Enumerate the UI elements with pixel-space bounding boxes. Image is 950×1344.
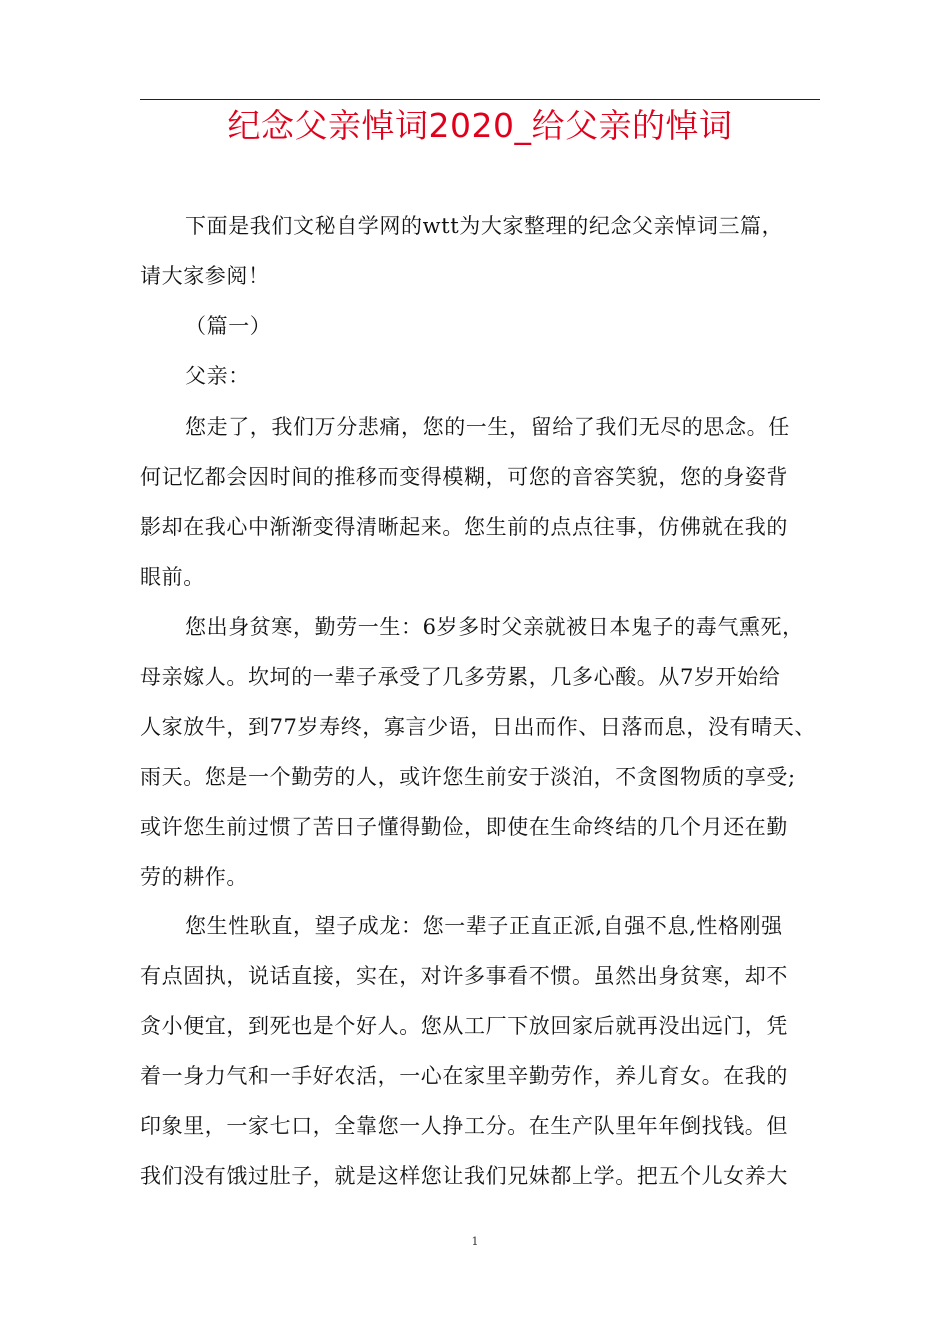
body-line: 或许您生前过惯了苦日子懂得勤俭，即使在生命终结的几个月还在勤 bbox=[140, 815, 788, 839]
page-number: 1 bbox=[471, 1235, 479, 1248]
body-line: 请大家参阅！ bbox=[140, 264, 270, 288]
body-line: 影却在我心中渐渐变得清晰起来。您生前的点点往事，仿佛就在我的 bbox=[140, 515, 788, 539]
body-line: 您生性耿直，望子成龙：您一辈子正直正派,自强不息,性格刚强 bbox=[185, 914, 783, 938]
section-heading: （篇一） bbox=[185, 314, 272, 338]
salutation: 父亲： bbox=[185, 364, 250, 388]
document-title: 纪念父亲悼词2020_给父亲的悼词 bbox=[227, 106, 733, 145]
body-line: 劳的耕作。 bbox=[140, 865, 248, 889]
body-line: 印象里，一家七口，全靠您一人挣工分。在生产队里年年倒找钱。但 bbox=[140, 1114, 788, 1138]
body-line: 贪小便宜，到死也是个好人。您从工厂下放回家后就再没出远门，凭 bbox=[140, 1014, 788, 1038]
body-line: 何记忆都会因时间的推移而变得模糊，可您的音容笑貌，您的身姿背 bbox=[140, 465, 788, 489]
body-line: 您出身贫寒，勤劳一生：6岁多时父亲就被日本鬼子的毒气熏死， bbox=[185, 615, 804, 639]
body-line: 我们没有饿过肚子，就是这样您让我们兄妹都上学。把五个儿女养大 bbox=[140, 1164, 788, 1188]
body-line: 人家放牛，到77岁寿终，寡言少语，日出而作、日落而息，没有晴天、 bbox=[140, 715, 816, 739]
body-line: 母亲嫁人。坎坷的一辈子承受了几多劳累，几多心酸。从7岁开始给 bbox=[140, 665, 781, 689]
header-rule bbox=[140, 99, 820, 100]
body-line: 您走了，我们万分悲痛，您的一生，留给了我们无尽的思念。任 bbox=[185, 415, 790, 439]
body-line: 着一身力气和一手好农活，一心在家里辛勤劳作，养儿育女。在我的 bbox=[140, 1064, 788, 1088]
body-line: 下面是我们文秘自学网的wtt为大家整理的纪念父亲悼词三篇， bbox=[185, 214, 784, 238]
body-line: 眼前。 bbox=[140, 565, 205, 589]
body-line: 有点固执，说话直接，实在，对许多事看不惯。虽然出身贫寒，却不 bbox=[140, 964, 788, 988]
body-line: 雨天。您是一个勤劳的人，或许您生前安于淡泊，不贪图物质的享受; bbox=[140, 765, 796, 789]
